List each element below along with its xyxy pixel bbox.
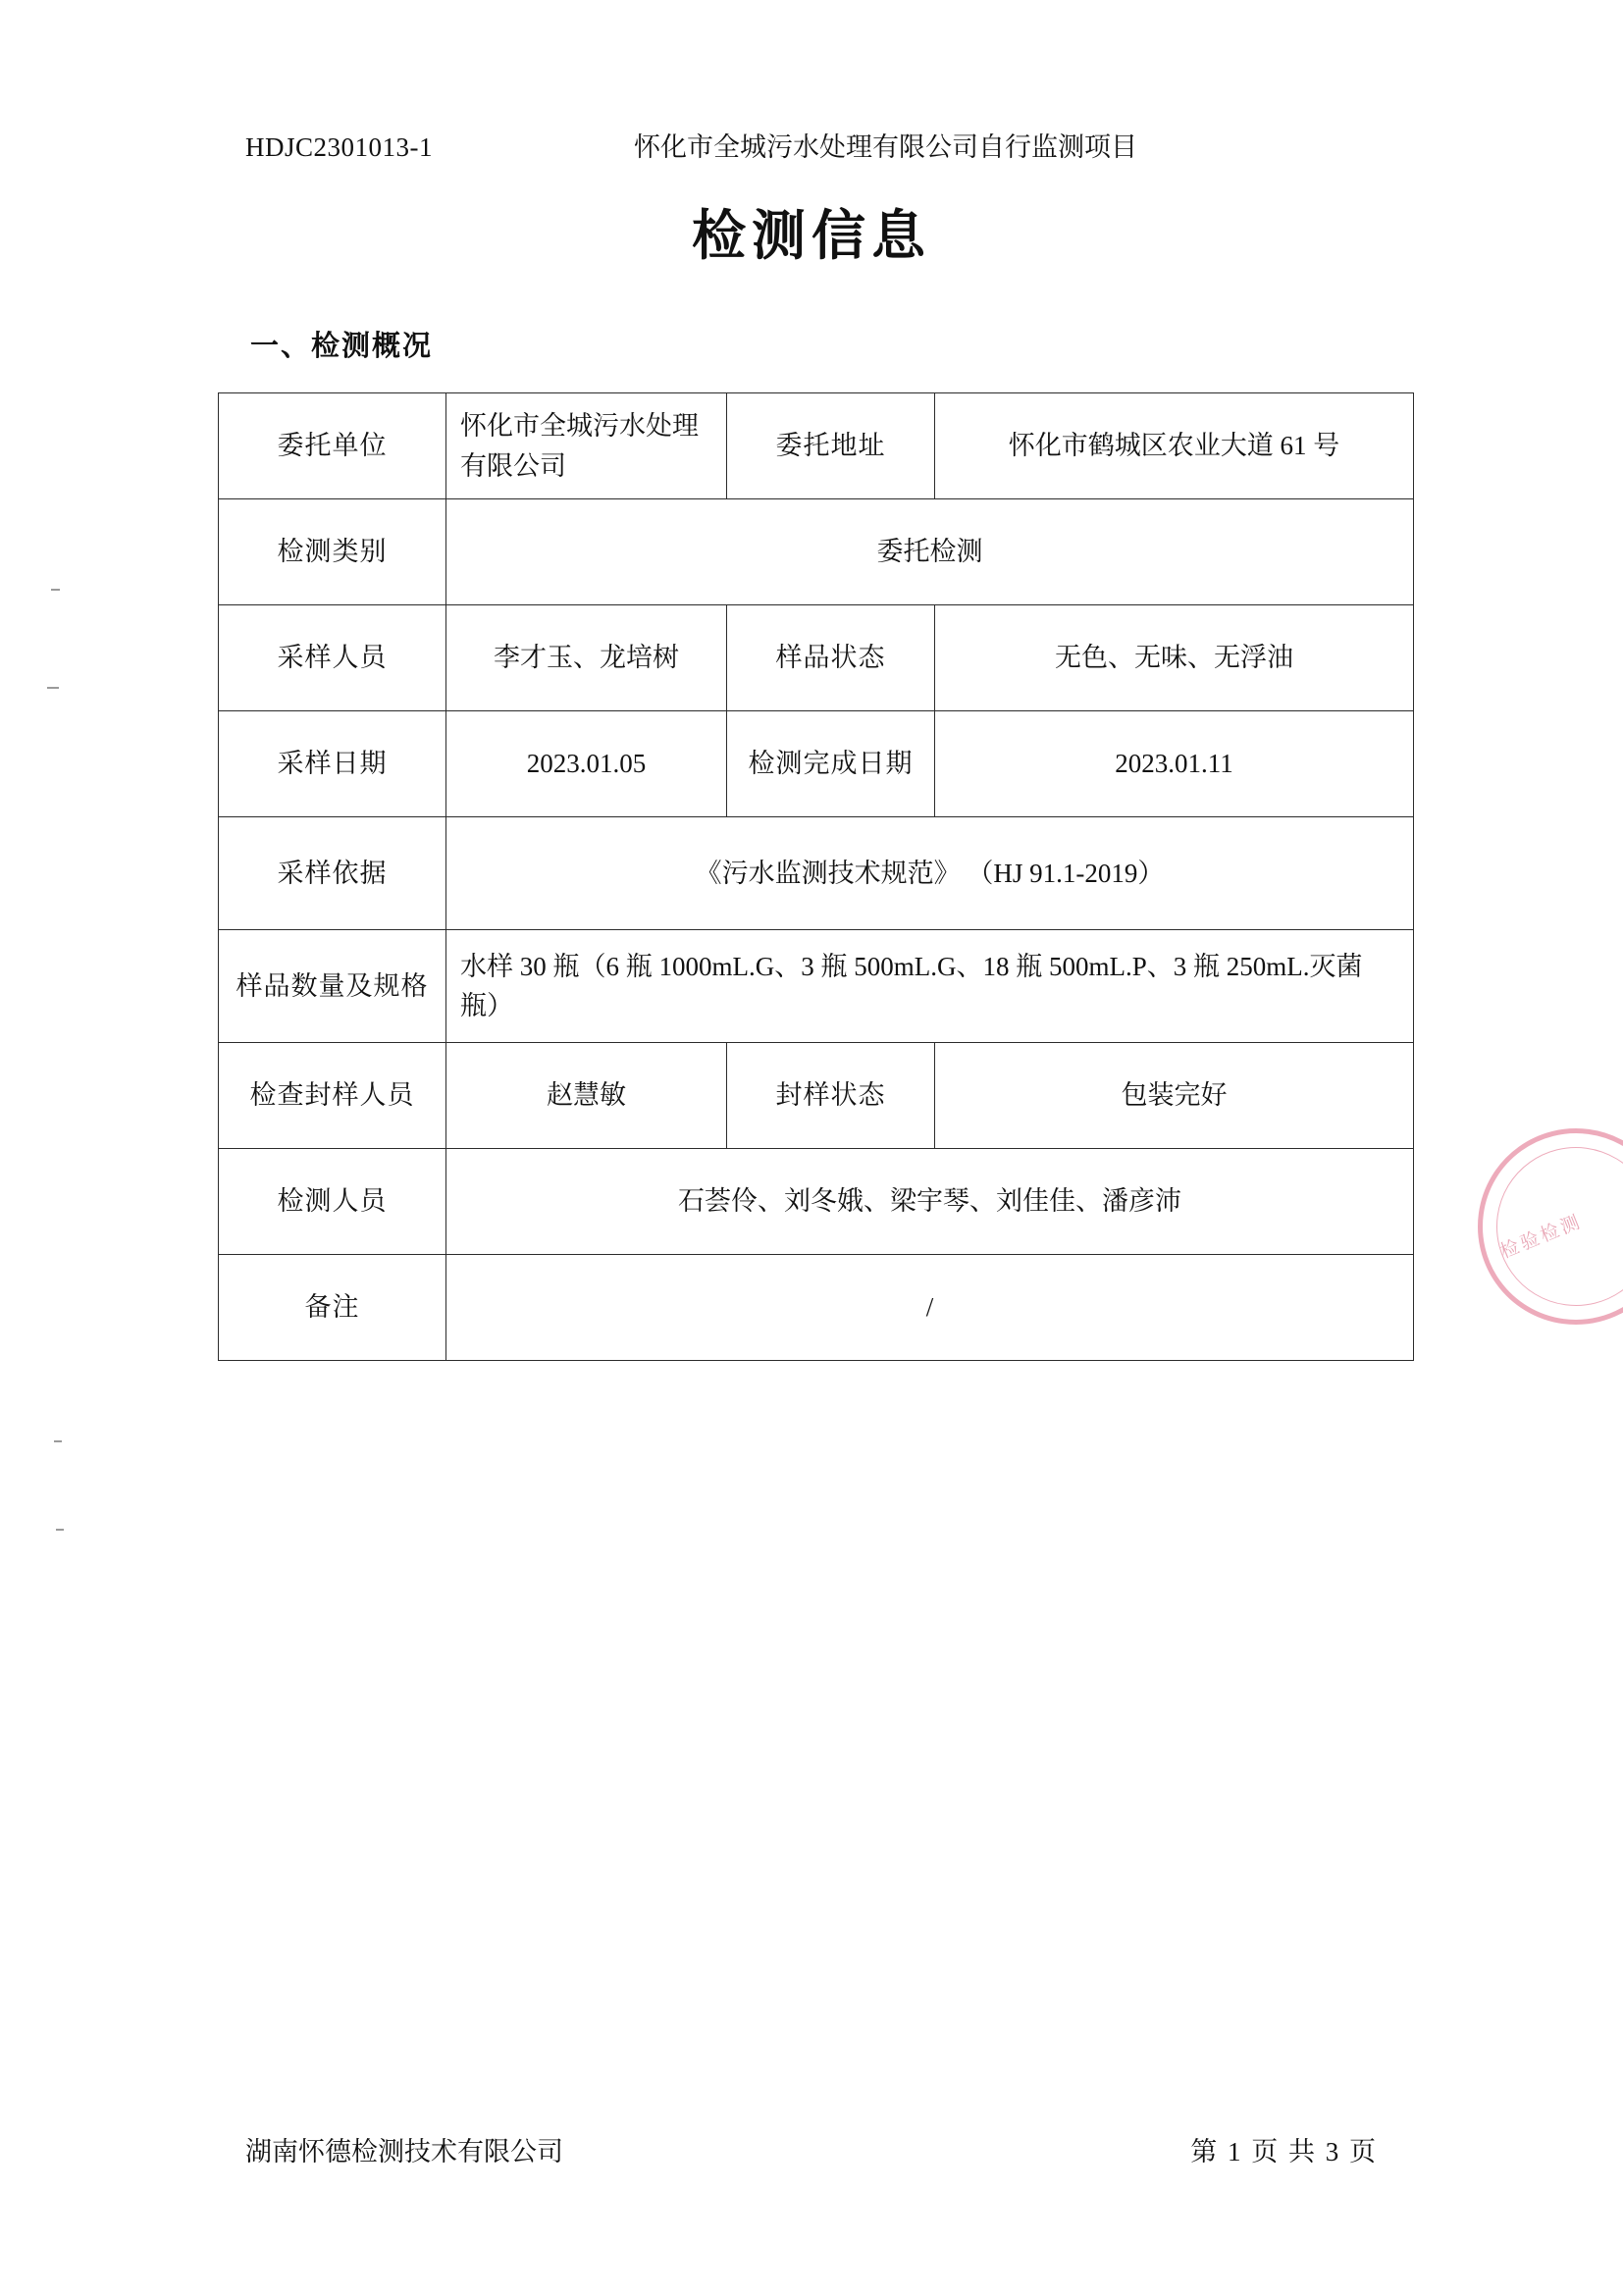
row-value-seal-inspector: 赵慧敏 [446,1043,727,1149]
footer-pagination: 第 1 页 共 3 页 [1190,2137,1378,2166]
row-value-client-address: 怀化市鹤城区农业大道 61 号 [935,393,1414,499]
document-header [245,126,1378,164]
inspection-seal-stamp [1457,1108,1623,1345]
row-label-seal-state: 封样状态 [727,1043,935,1149]
row-label-sample-state: 样品状态 [727,605,935,711]
row-label-sample-quantity: 样品数量及规格 [219,930,446,1043]
document-footer [245,2130,1378,2168]
row-label-completion-date: 检测完成日期 [727,711,935,817]
row-value-remark: / [446,1255,1414,1361]
detection-overview-table [218,392,1414,1361]
project-title: 怀化市全城污水处理有限公司自行监测项目 [634,132,1137,162]
page-title: 检测信息 [691,206,931,266]
row-value-sampling-basis: 《污水监测技术规范》 （HJ 91.1-2019） [446,817,1414,930]
row-label-sampling-date: 采样日期 [219,711,446,817]
row-value-client: 怀化市全城污水处理有限公司 [446,393,727,499]
table-row [219,930,1414,1043]
margin-tick-mark [56,1529,64,1531]
row-value-sample-quantity: 水样 30 瓶（6 瓶 1000mL.G、3 瓶 500mL.G、18 瓶 500mL.P、3 瓶 250mL.灭菌瓶） [446,930,1414,1043]
table-row [219,817,1414,930]
row-value-samplers: 李才玉、龙培树 [446,605,727,711]
document-code: HDJC2301013-1 [245,132,434,162]
table-row [219,1255,1414,1361]
footer-company-name: 湖南怀德检测技术有限公司 [245,2137,563,2166]
row-label-testers: 检测人员 [219,1149,446,1255]
row-label-seal-inspector: 检查封样人员 [219,1043,446,1149]
section-heading: 一、检测概况 [250,331,434,362]
row-label-client-address: 委托地址 [727,393,935,499]
row-value-sampling-date: 2023.01.05 [446,711,727,817]
row-label-client: 委托单位 [219,393,446,499]
table-row [219,1149,1414,1255]
row-value-seal-state: 包装完好 [935,1043,1414,1149]
row-label-sampling-basis: 采样依据 [219,817,446,930]
row-value-test-category: 委托检测 [446,499,1414,605]
table-row [219,605,1414,711]
row-value-sample-state: 无色、无味、无浮油 [935,605,1414,711]
margin-tick-mark [54,1440,62,1442]
seal-text: 检验检测 [1497,1211,1586,1264]
table-row [219,711,1414,817]
margin-tick-mark [47,687,59,689]
table-row [219,499,1414,605]
row-value-completion-date: 2023.01.11 [935,711,1414,817]
row-label-remark: 备注 [219,1255,446,1361]
row-value-testers: 石荟伶、刘冬娥、梁宇琴、刘佳佳、潘彦沛 [446,1149,1414,1255]
table-row [219,393,1414,499]
table-row [219,1043,1414,1149]
row-label-samplers: 采样人员 [219,605,446,711]
margin-tick-mark [51,589,60,591]
row-label-test-category: 检测类别 [219,499,446,605]
